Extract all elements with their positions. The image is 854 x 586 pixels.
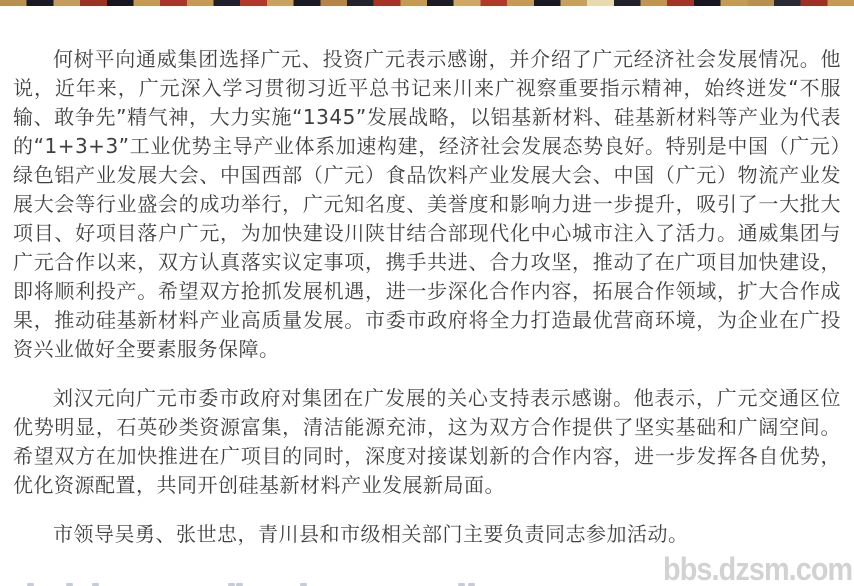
paragraph-1: 何树平向通威集团选择广元、投资广元表示感谢，并介绍了广元经济社会发展情况。他说，近年来，广元深入学习贯彻习近平总书记来川来广视察重要指示精神，始终迸发“不服输、敢争先”精气神，大力实施“1345”发展战略，以铝基新材料、硅基新材料等产业为代表的“1+3+3”工业优势主导产业体系加速构建，经济社会发展态势良好。特别是中国（广元）绿色铝产业发展大会、中国西部（广元）食品饮料产业发展大会、中国（广元）物流产业发展大会等行业盛会的成功举行，广元知名度、美誉度和影响力进一步提升，吸引了一大批大项目、好项目落户广元，为加快建设川陕甘结合部现代化中心城市注入了活力。通威集团与广元合作以来，双方认真落实议定事项，携手共进、合力攻坚，推动了在广项目加快建设，即将顺利投产。希望双方抢抓发展机遇，进一步深化合作内容，拓展合作领域，扩大合作成果，推动硅基新材料产业高质量发展。市委市政府将全力打造最优营商环境，为企业在广投资兴业做好全要素服务保障。 (13, 47, 841, 361)
article-body (0, 6, 854, 549)
paragraph-2: 刘汉元向广元市委市政府对集团在广发展的关心支持表示感谢。他表示，广元交通区位优势明显，石英砂类资源富集，清洁能源充沛，这为双方合作提供了坚实基础和广阔空间。希望双方在加快推进在广项目的同时，深度对接谋划新的合作内容，进一步发挥各自优势，优化资源配置，共同开创硅基新材料产业发展新局面。 (13, 386, 841, 497)
watermark: bbs.dzsm.com (662, 551, 852, 586)
paragraph-3: 市领导吴勇、张世忠，青川县和市级相关部门主要负责同志参加活动。 (53, 522, 689, 546)
